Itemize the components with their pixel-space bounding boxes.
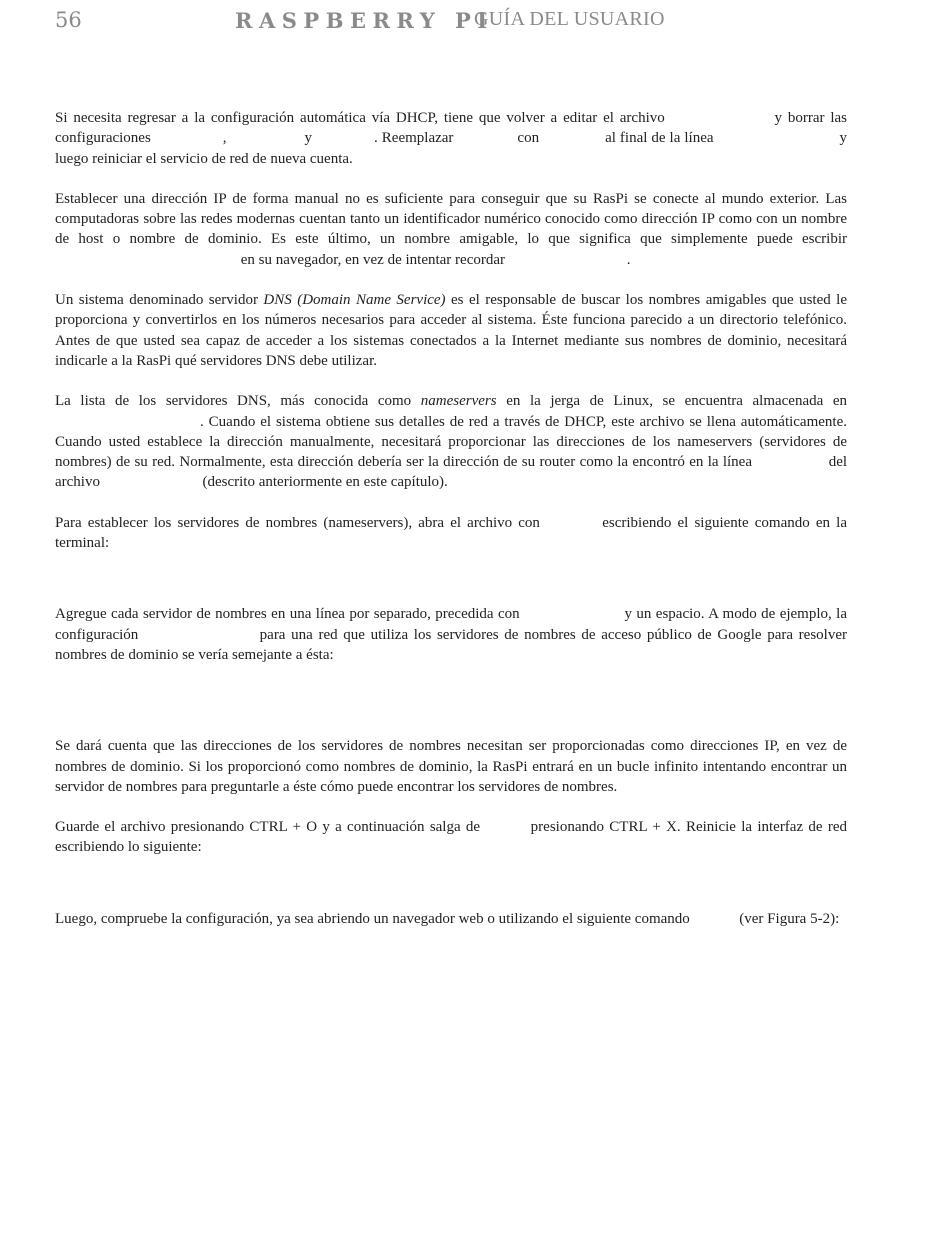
omitted-code xyxy=(144,627,254,639)
omitted-code xyxy=(756,454,824,466)
page-body xyxy=(55,108,847,949)
book-title: RASPBERRY PI xyxy=(235,8,494,33)
paragraph-nameservers: La lista de los servidores DNS, más conocida como nameservers en la jerga de Linux, se encuentra almacenada en . Cuando el sistema obtiene sus detalles de red a través de DHCP, este archivo se llena automáticamente. Cuando usted establece la dirección manualmente, necesitará proporcionar las direcciones de los nameservers (servidores de nombres) de su red. Normalmente, esta dirección debería ser la dirección de su router como la encontró en la línea del archivo (descrito anteriormente en este capítulo). xyxy=(55,393,848,491)
omitted-code xyxy=(694,911,736,923)
code-block-placeholder xyxy=(55,858,847,909)
omitted-code xyxy=(546,515,596,527)
omitted-code xyxy=(457,130,513,142)
omitted-code xyxy=(155,130,223,142)
paragraph-add-nameserver: Agregue cada servidor de nombres en una línea por separado, precedida con y un espacio. A modo de ejemplo, la configuración para una red que utiliza los servidores de nombres de acceso público de Google para resolver nombres de dominio se vería semejante a ésta: xyxy=(55,606,848,663)
page-header xyxy=(55,8,855,36)
paragraph-verify: Luego, compruebe la configuración, ya sea abriendo un navegador web o utilizando el siguiente comando (ver Figura 5-2): xyxy=(55,910,840,927)
omitted-code xyxy=(671,110,769,122)
omitted-code xyxy=(509,252,627,264)
paragraph-dns: Un sistema denominado servidor DNS (Domain Name Service) es el responsable de buscar los nombres amigables que usted le proporciona y convertirlos en los números necesarios para acceder al sistema. Éste funciona parecido a un directorio telefónico. Antes de que usted sea capaz de acceder a los sistemas conectados a la Internet mediante sus nombres de dominio, necesitará indicarle a la RasPi qué servidores DNS debe utilizar. xyxy=(55,292,848,369)
omitted-code xyxy=(524,606,620,618)
omitted-code xyxy=(55,252,237,264)
paragraph-manual-ip: Establecer una dirección IP de forma manual no es suficiente para conseguir que su RasPi se conecte al mundo exterior. Las computadoras sobre las redes modernas cuentan tanto un identificador numérico conocido como dirección IP como con un nombre de host o nombre de dominio. Es este último, un nombre amigable, lo que significa que simplemente puede escribir en su navegador, en vez de intentar recordar . xyxy=(55,190,847,268)
paragraph-open-nano: Para establecer los servidores de nombres (nameservers), abra el archivo con escribiendo el siguiente comando en la terminal: xyxy=(55,514,847,552)
page-number: 56 xyxy=(55,8,82,32)
omitted-code xyxy=(55,414,200,426)
omitted-code xyxy=(104,474,199,486)
omitted-code xyxy=(543,130,601,142)
code-block-placeholder xyxy=(55,553,847,604)
book-subtitle: GUÍA DEL USUARIO xyxy=(474,8,665,30)
omitted-code xyxy=(485,819,525,831)
paragraph-ip-required: Se dará cuenta que las direcciones de los servidores de nombres necesitan ser proporcionadas como direcciones IP, en vez de nombres de dominio. Si los proporcionó como nombres de dominio, la RasPi entrará en un bucle infinito intentando encontrar un servidor de nombres para preguntarle a éste cómo puede encontrar los servidores de nombres. xyxy=(55,738,847,795)
omitted-code xyxy=(316,130,374,142)
omitted-code xyxy=(718,130,836,142)
code-block-placeholder xyxy=(55,665,847,736)
paragraph-dhcp-revert: Si necesita regresar a la configuración automática vía DHCP, tiene que volver a editar el archivo y borrar las configuraciones , y . Reemplazar con al final de la línea y luego reiniciar el servicio de red de nueva cuenta. xyxy=(55,110,848,167)
omitted-code xyxy=(231,130,301,142)
paragraph-save-exit: Guarde el archivo presionando CTRL + O y a continuación salga de presionando CTRL + X. Reinicie la interfaz de red escribiendo lo siguiente: xyxy=(55,819,848,856)
